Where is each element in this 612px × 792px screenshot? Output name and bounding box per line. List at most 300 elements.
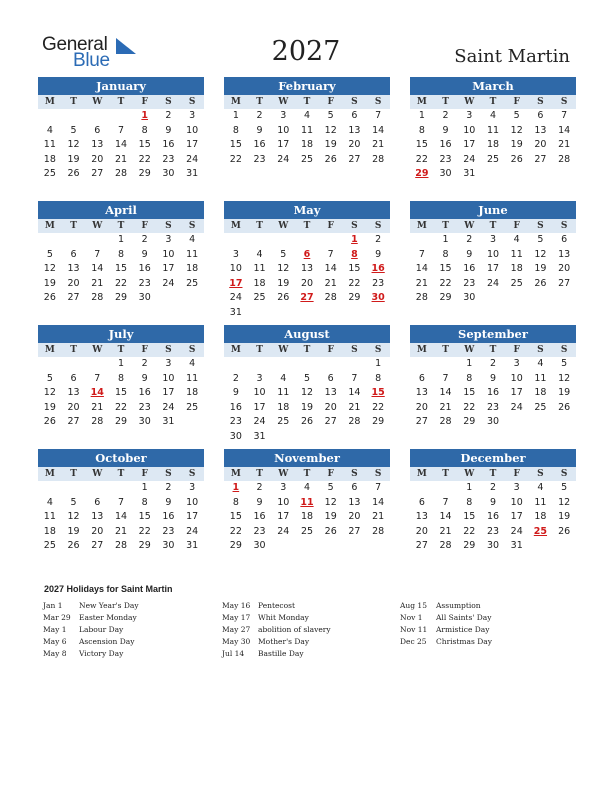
day-cell: 23	[486, 401, 500, 413]
weekday-label: T	[303, 97, 311, 107]
empty-cell	[552, 167, 576, 182]
day-cell: 3	[513, 358, 520, 369]
weekday-header-row	[410, 343, 576, 357]
day-cell: 10	[510, 372, 523, 384]
empty-cell	[366, 539, 390, 554]
holiday-date: May 8	[43, 649, 67, 658]
empty-cell	[410, 481, 434, 496]
week-row	[224, 372, 390, 387]
holiday-column	[400, 600, 580, 648]
holiday-entry	[43, 648, 223, 660]
day-cell: 24	[162, 401, 175, 413]
weekday-label: F	[327, 345, 334, 355]
empty-cell	[157, 291, 181, 306]
day-cell: 28	[558, 153, 571, 165]
holiday-date: Aug 15	[400, 601, 427, 610]
weekday-label: T	[256, 97, 263, 107]
day-cell: 31	[463, 168, 476, 179]
day-cell: 15	[114, 263, 128, 274]
weekday-label: S	[374, 97, 382, 107]
day-cell: 23	[229, 416, 242, 427]
week-row	[38, 386, 204, 401]
week-row	[410, 138, 576, 153]
day-cell: 25	[534, 401, 547, 413]
weekday-label: T	[117, 221, 125, 231]
day-cell: 12	[43, 387, 56, 398]
holiday-column	[222, 600, 402, 660]
day-cell: 25	[186, 401, 199, 413]
day-cell: 17	[186, 139, 199, 150]
month-august	[224, 325, 390, 444]
holiday-name: Armistice Day	[436, 625, 490, 634]
month-march	[410, 77, 576, 182]
day-cell: 18	[186, 263, 199, 274]
weekday-label: T	[489, 221, 497, 231]
day-cell: 31	[229, 306, 242, 318]
day-cell: 18	[253, 277, 266, 289]
day-cell: 7	[375, 110, 382, 121]
holiday-name: Easter Monday	[79, 613, 137, 622]
day-cell: 27	[348, 525, 361, 537]
holiday-day-cell: 25	[533, 525, 548, 537]
empty-cell	[248, 306, 272, 321]
day-cell: 23	[138, 401, 151, 413]
day-cell: 3	[256, 372, 263, 384]
day-cell: 19	[324, 139, 337, 150]
day-cell: 29	[229, 540, 242, 551]
day-cell: 5	[70, 496, 77, 508]
day-cell: 14	[91, 263, 104, 274]
day-cell: 13	[300, 263, 314, 274]
day-cell: 21	[91, 277, 104, 289]
empty-cell	[366, 430, 390, 445]
day-cell: 29	[138, 168, 151, 179]
day-cell: 1	[117, 358, 125, 369]
day-cell: 27	[348, 153, 361, 165]
empty-cell	[85, 233, 109, 248]
day-cell: 20	[534, 139, 547, 150]
day-cell: 10	[186, 124, 199, 136]
day-cell: 5	[561, 358, 568, 369]
weekday-label: F	[327, 469, 334, 479]
day-cell: 20	[348, 511, 361, 522]
weekday-label: S	[165, 469, 172, 479]
day-cell: 17	[162, 387, 175, 398]
day-cell: 29	[348, 292, 361, 303]
week-row	[410, 401, 576, 416]
weekday-label: T	[70, 221, 77, 231]
holiday-date: Mar 29	[43, 613, 71, 622]
empty-cell	[319, 430, 343, 445]
day-cell: 8	[442, 248, 449, 260]
weekday-label: S	[165, 345, 172, 355]
day-cell: 28	[324, 292, 337, 303]
holiday-date: May 6	[43, 637, 67, 646]
weekday-label: S	[374, 221, 382, 231]
weekday-label: S	[560, 345, 568, 355]
day-cell: 25	[43, 540, 56, 551]
month-title: May	[224, 201, 390, 219]
day-cell: 7	[94, 372, 101, 384]
week-row	[410, 357, 576, 372]
empty-cell	[434, 357, 458, 372]
calendar-year: 2027	[271, 36, 341, 67]
day-cell: 7	[351, 372, 358, 384]
day-cell: 21	[324, 277, 337, 289]
weekday-label: W	[278, 97, 289, 107]
week-row	[224, 277, 390, 292]
day-cell: 14	[372, 124, 385, 136]
day-cell: 10	[162, 248, 175, 260]
day-cell: 14	[114, 139, 128, 150]
day-cell: 19	[277, 277, 290, 289]
day-cell: 9	[232, 387, 239, 398]
day-cell: 19	[558, 511, 571, 522]
day-cell: 21	[439, 401, 452, 413]
day-cell: 26	[67, 540, 80, 551]
week-row	[38, 481, 204, 496]
day-cell: 21	[372, 139, 385, 150]
empty-cell	[38, 109, 62, 124]
day-cell: 22	[114, 277, 128, 289]
empty-cell	[505, 167, 529, 182]
weekday-label: S	[351, 345, 358, 355]
day-cell: 24	[463, 153, 476, 165]
day-cell: 13	[348, 124, 361, 136]
day-cell: 16	[138, 387, 151, 398]
weekday-label: M	[230, 97, 241, 107]
weekday-label: W	[464, 221, 475, 231]
day-cell: 2	[256, 482, 263, 493]
day-cell: 1	[466, 482, 473, 493]
week-row	[38, 415, 204, 430]
day-cell: 15	[463, 387, 476, 398]
week-row	[38, 372, 204, 387]
weekday-label: W	[92, 469, 103, 479]
day-cell: 23	[253, 525, 266, 537]
day-cell: 7	[117, 496, 125, 508]
day-cell: 3	[466, 110, 473, 121]
week-row	[410, 510, 576, 525]
day-cell: 26	[324, 153, 337, 165]
day-cell: 6	[70, 372, 77, 384]
weekday-header-row	[38, 343, 204, 357]
day-cell: 26	[43, 292, 56, 303]
day-cell: 3	[513, 482, 520, 493]
empty-cell	[271, 539, 295, 554]
day-cell: 26	[558, 401, 571, 413]
day-cell: 16	[439, 139, 452, 150]
day-cell: 2	[442, 110, 449, 121]
day-cell: 1	[418, 110, 425, 121]
day-cell: 2	[489, 358, 497, 369]
day-cell: 20	[324, 401, 337, 413]
day-cell: 17	[463, 139, 476, 150]
empty-cell	[343, 357, 367, 372]
holiday-name: New Year's Day	[79, 601, 139, 610]
week-row	[410, 291, 576, 306]
weekday-header-row	[224, 95, 390, 109]
day-cell: 17	[186, 511, 199, 522]
week-row	[224, 124, 390, 139]
day-cell: 12	[67, 511, 80, 522]
day-cell: 18	[300, 511, 314, 522]
empty-cell	[62, 357, 86, 372]
day-cell: 15	[138, 139, 151, 150]
weekday-header-row	[224, 467, 390, 481]
holiday-entry	[400, 636, 580, 648]
day-cell: 28	[439, 416, 452, 427]
day-cell: 16	[486, 387, 500, 398]
month-may	[224, 201, 390, 320]
day-cell: 13	[67, 387, 80, 398]
week-row	[224, 496, 390, 511]
empty-cell	[85, 357, 109, 372]
day-cell: 26	[43, 416, 56, 427]
day-cell: 17	[277, 511, 290, 522]
holiday-name: Whit Monday	[258, 613, 309, 622]
day-cell: 11	[253, 263, 266, 274]
empty-cell	[481, 167, 505, 182]
day-cell: 9	[256, 496, 263, 508]
day-cell: 18	[186, 387, 199, 398]
month-title: March	[410, 77, 576, 95]
day-cell: 1	[117, 234, 125, 245]
day-cell: 24	[510, 401, 523, 413]
day-cell: 14	[439, 387, 452, 398]
day-cell: 26	[558, 525, 571, 537]
holiday-day-cell: 15	[371, 387, 385, 398]
empty-cell	[295, 430, 319, 445]
day-cell: 13	[415, 387, 428, 398]
empty-cell	[109, 481, 133, 496]
day-cell: 21	[114, 153, 128, 165]
empty-cell	[343, 430, 367, 445]
day-cell: 8	[232, 496, 239, 508]
week-row	[38, 167, 204, 182]
day-cell: 23	[138, 277, 151, 289]
week-row	[224, 291, 390, 306]
month-april	[38, 201, 204, 306]
day-cell: 1	[232, 110, 239, 121]
weekday-label: S	[560, 469, 568, 479]
day-cell: 24	[486, 277, 500, 289]
day-cell: 8	[141, 124, 148, 136]
day-cell: 10	[186, 496, 199, 508]
week-row	[224, 525, 390, 540]
empty-cell	[529, 539, 553, 554]
empty-cell	[38, 357, 62, 372]
day-cell: 13	[534, 124, 547, 136]
day-cell: 12	[510, 124, 523, 136]
empty-cell	[434, 481, 458, 496]
month-title: June	[410, 201, 576, 219]
weekday-label: S	[351, 97, 358, 107]
day-cell: 3	[189, 482, 196, 493]
day-cell: 5	[561, 482, 568, 493]
day-cell: 19	[558, 387, 571, 398]
holiday-day-cell: 29	[415, 168, 429, 179]
holiday-day-cell: 27	[300, 292, 314, 303]
week-row	[224, 539, 390, 554]
week-row	[410, 153, 576, 168]
empty-cell	[529, 291, 553, 306]
day-cell: 30	[162, 540, 175, 551]
day-cell: 24	[277, 153, 290, 165]
day-cell: 21	[372, 511, 385, 522]
day-cell: 6	[561, 234, 568, 245]
day-cell: 21	[91, 401, 104, 413]
day-cell: 30	[253, 540, 266, 551]
holiday-date: May 1	[43, 625, 67, 634]
day-cell: 21	[348, 401, 361, 413]
day-cell: 22	[415, 153, 428, 165]
day-cell: 18	[43, 153, 56, 165]
day-cell: 3	[232, 248, 239, 260]
week-row	[38, 539, 204, 554]
day-cell: 12	[534, 248, 547, 260]
day-cell: 29	[463, 540, 476, 551]
holiday-date: May 17	[222, 613, 251, 622]
weekday-label: S	[560, 221, 568, 231]
day-cell: 29	[463, 416, 476, 427]
day-cell: 11	[534, 372, 547, 384]
day-cell: 2	[165, 482, 172, 493]
day-cell: 18	[510, 263, 523, 274]
holiday-date: May 30	[222, 637, 251, 646]
empty-cell	[295, 357, 319, 372]
day-cell: 9	[489, 372, 497, 384]
day-cell: 26	[300, 416, 314, 427]
empty-cell	[224, 233, 248, 248]
day-cell: 10	[486, 248, 500, 260]
month-title: October	[38, 449, 204, 467]
holiday-entry	[400, 624, 580, 636]
day-cell: 6	[351, 482, 358, 493]
day-cell: 2	[489, 482, 497, 493]
week-row	[38, 525, 204, 540]
day-cell: 4	[303, 482, 311, 493]
logo-text-general: General	[42, 34, 108, 55]
day-cell: 23	[253, 153, 266, 165]
day-cell: 1	[141, 482, 148, 493]
week-row	[410, 248, 576, 263]
weekday-label: F	[327, 221, 334, 231]
day-cell: 20	[91, 525, 104, 537]
week-row	[224, 109, 390, 124]
day-cell: 29	[114, 416, 128, 427]
empty-cell	[295, 539, 319, 554]
day-cell: 17	[486, 263, 500, 274]
day-cell: 19	[67, 525, 80, 537]
weekday-label: T	[303, 469, 311, 479]
day-cell: 25	[43, 168, 56, 179]
day-cell: 8	[466, 496, 473, 508]
day-cell: 24	[277, 525, 290, 537]
day-cell: 3	[165, 358, 172, 369]
day-cell: 31	[186, 168, 199, 179]
month-september	[410, 325, 576, 430]
weekday-label: T	[489, 345, 497, 355]
day-cell: 6	[351, 110, 358, 121]
day-cell: 11	[43, 139, 56, 150]
holiday-name: Assumption	[436, 601, 481, 610]
empty-cell	[529, 167, 553, 182]
day-cell: 31	[186, 540, 199, 551]
day-cell: 4	[189, 234, 196, 245]
weekday-label: W	[92, 97, 103, 107]
day-cell: 11	[534, 496, 547, 508]
day-cell: 7	[117, 124, 125, 136]
weekday-label: W	[278, 345, 289, 355]
weekday-label: T	[256, 345, 263, 355]
empty-cell	[319, 306, 343, 321]
weekday-label: M	[230, 221, 241, 231]
week-row	[38, 262, 204, 277]
weekday-label: W	[464, 345, 475, 355]
day-cell: 13	[415, 511, 428, 522]
day-cell: 20	[300, 277, 314, 289]
day-cell: 30	[486, 540, 500, 551]
day-cell: 11	[186, 248, 199, 260]
weekday-label: S	[374, 345, 382, 355]
weekday-label: S	[165, 221, 172, 231]
weekday-label: S	[537, 97, 544, 107]
day-cell: 7	[375, 482, 382, 493]
day-cell: 17	[253, 401, 266, 413]
day-cell: 20	[558, 263, 571, 274]
day-cell: 17	[277, 139, 290, 150]
day-cell: 22	[138, 525, 151, 537]
day-cell: 25	[253, 292, 266, 303]
weekday-label: F	[513, 345, 520, 355]
month-february	[224, 77, 390, 167]
weekday-label: T	[303, 221, 311, 231]
day-cell: 24	[162, 277, 175, 289]
day-cell: 26	[534, 277, 547, 289]
day-cell: 25	[486, 153, 500, 165]
day-cell: 26	[324, 525, 337, 537]
day-cell: 20	[67, 401, 80, 413]
day-cell: 10	[229, 263, 242, 274]
day-cell: 8	[117, 372, 125, 384]
day-cell: 13	[324, 387, 337, 398]
weekday-label: S	[165, 97, 172, 107]
day-cell: 15	[229, 511, 242, 522]
day-cell: 22	[439, 277, 452, 289]
holiday-date: Dec 25	[400, 637, 427, 646]
holiday-entry	[43, 624, 223, 636]
week-row	[38, 233, 204, 248]
week-row	[410, 277, 576, 292]
week-row	[224, 386, 390, 401]
day-cell: 1	[466, 358, 473, 369]
week-row	[410, 167, 576, 182]
week-row	[410, 124, 576, 139]
week-row	[224, 153, 390, 168]
month-december	[410, 449, 576, 554]
day-cell: 2	[141, 234, 148, 245]
day-cell: 31	[253, 430, 266, 442]
week-row	[410, 415, 576, 430]
day-cell: 15	[348, 263, 361, 274]
day-cell: 29	[138, 540, 151, 551]
weekday-header-row	[410, 467, 576, 481]
weekday-label: F	[327, 97, 334, 107]
day-cell: 25	[300, 525, 314, 537]
day-cell: 14	[348, 387, 361, 398]
day-cell: 24	[186, 525, 199, 537]
